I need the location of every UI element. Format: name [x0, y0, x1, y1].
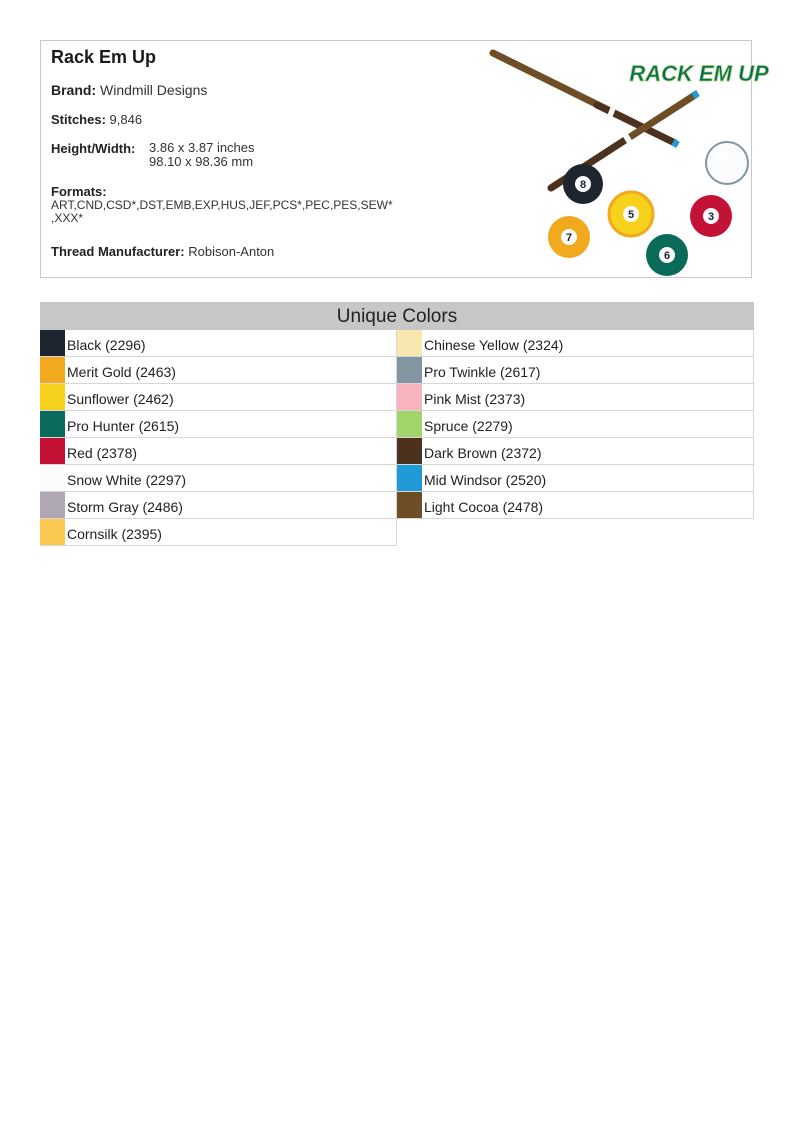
color-name: Light Cocoa (2478) [424, 499, 544, 515]
formats-values [51, 199, 491, 225]
formats-field [51, 184, 107, 199]
color-swatch [397, 465, 422, 491]
color-name: Storm Gray (2486) [67, 499, 183, 515]
color-row [40, 492, 397, 519]
color-row [40, 519, 397, 546]
design-info-box [40, 40, 769, 278]
ball-6 [646, 234, 688, 276]
color-name: Mid Windsor (2520) [424, 472, 547, 488]
cue-ball [706, 142, 748, 184]
ball-5-number: 5 [627, 209, 635, 221]
height-width-values [149, 141, 255, 169]
height-width-mm: 98.10 x 98.36 mm [149, 154, 254, 169]
color-row [40, 357, 397, 384]
color-swatch [40, 357, 65, 383]
color-swatch [40, 492, 65, 518]
ball-7-number: 7 [565, 232, 573, 244]
ball-3 [690, 195, 732, 237]
color-row [40, 465, 397, 492]
color-row [40, 411, 397, 438]
color-name: Red (2378) [67, 445, 138, 461]
color-row [397, 357, 754, 384]
color-row [40, 438, 397, 465]
unique-colors-header: Unique Colors [40, 302, 754, 330]
color-name: Merit Gold (2463) [67, 364, 176, 380]
brand-label: Brand: [51, 82, 97, 98]
formats-label: Formats: [51, 184, 107, 199]
color-swatch [40, 411, 65, 437]
unique-colors-table [40, 302, 754, 542]
logo-text: RACK EM UP [629, 61, 769, 86]
colors-column-left [40, 330, 397, 546]
colors-column-right [397, 330, 754, 519]
thread-label: Thread Manufacturer: [51, 244, 185, 259]
ball-5 [609, 192, 653, 236]
formats-line-2: ,XXX* [51, 211, 84, 225]
design-title: Rack Em Up [51, 47, 157, 67]
color-row [40, 384, 397, 411]
ball-3-number: 3 [707, 211, 715, 223]
color-swatch [40, 330, 65, 356]
ball-7 [548, 216, 590, 258]
thread-field [51, 244, 274, 259]
ball-8-number: 8 [579, 179, 587, 191]
height-width-field [51, 141, 135, 156]
color-name: Chinese Yellow (2324) [424, 337, 564, 353]
stitches-label: Stitches: [51, 112, 106, 127]
color-row [397, 492, 754, 519]
color-swatch [397, 384, 422, 410]
color-name: Snow White (2297) [67, 472, 187, 488]
color-swatch [397, 330, 422, 356]
color-swatch [397, 357, 422, 383]
color-row [397, 411, 754, 438]
color-swatch [397, 411, 422, 437]
color-name: Pink Mist (2373) [424, 391, 526, 407]
color-name: Black (2296) [67, 337, 146, 353]
color-row [397, 438, 754, 465]
color-row [397, 465, 754, 492]
color-row [40, 330, 397, 357]
color-name: Sunflower (2462) [67, 391, 174, 407]
thread-value: Robison-Anton [188, 244, 275, 259]
height-width-inches: 3.86 x 3.87 inches [149, 140, 255, 155]
formats-line-1: ART,CND,CSD*,DST,EMB,EXP,HUS,JEF,PCS*,PEC,PES,SEW* [51, 198, 393, 212]
color-name: Cornsilk (2395) [67, 526, 162, 542]
color-swatch [40, 384, 65, 410]
color-swatch [40, 519, 65, 545]
color-name: Dark Brown (2372) [424, 445, 542, 461]
brand-field [51, 82, 207, 98]
color-row [397, 384, 754, 411]
color-name: Pro Hunter (2615) [67, 418, 180, 434]
design-preview-image [485, 43, 769, 277]
color-row [397, 330, 754, 357]
ball-6-number: 6 [663, 250, 671, 262]
color-swatch [397, 492, 422, 518]
color-name: Pro Twinkle (2617) [424, 364, 541, 380]
color-swatch [40, 438, 65, 464]
color-swatch [40, 465, 65, 491]
stitches-field [51, 112, 142, 127]
stitches-value: 9,846 [109, 112, 143, 127]
color-swatch [397, 438, 422, 464]
brand-value: Windmill Designs [100, 82, 208, 98]
height-width-label: Height/Width: [51, 141, 136, 156]
color-name: Spruce (2279) [424, 418, 513, 434]
ball-8 [563, 164, 603, 204]
